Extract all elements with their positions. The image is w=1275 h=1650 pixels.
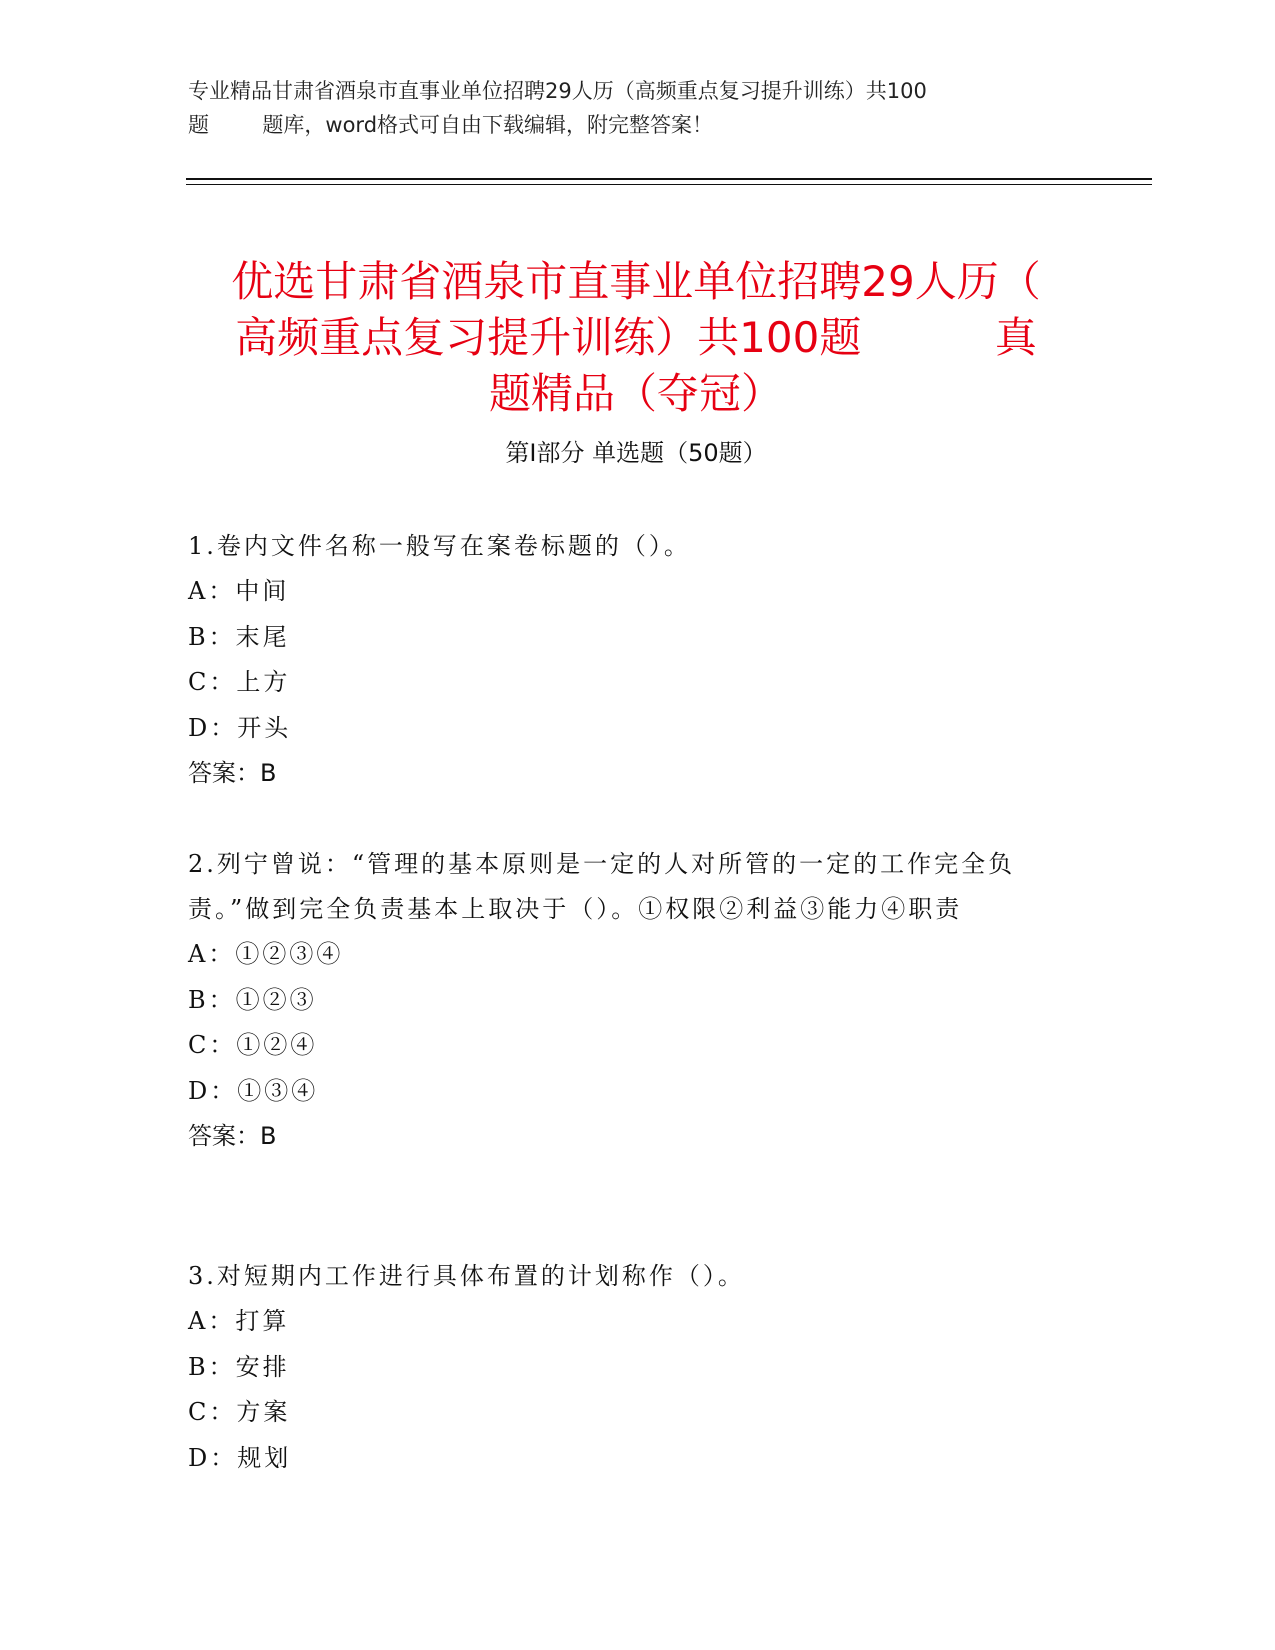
document-title-line-1: 优选甘肃省酒泉市直事业单位招聘29人历（ — [231, 257, 1041, 307]
answer: 答案：B — [188, 1122, 277, 1150]
header-note-line-2: 题 题库，word格式可自由下载编辑，附完整答案！ — [188, 113, 714, 137]
document-title-line-2: 高频重点复习提升训练）共100题 真 — [235, 313, 1037, 363]
header-rule-thin — [186, 184, 1152, 185]
option-d: D：开头 — [188, 713, 292, 742]
option-b: B：安排 — [188, 1352, 290, 1381]
question-stem: 3.对短期内工作进行具体布置的计划称作（）。 — [188, 1262, 745, 1290]
section-title: 第Ⅰ部分 单选题（50题） — [505, 439, 767, 467]
option-a: A：打算 — [188, 1307, 290, 1335]
header-note — [188, 74, 1088, 142]
question-2 — [188, 842, 1088, 1159]
answer: 答案：B — [188, 759, 277, 787]
document-title-line-3: 题精品（夺冠） — [488, 369, 783, 419]
option-c: C：①②④ — [188, 1031, 318, 1059]
question-stem: 1.卷内文件名称一般写在案卷标题的（）。 — [188, 532, 691, 560]
document-title — [186, 254, 1086, 422]
option-c: C：上方 — [188, 668, 291, 696]
option-d: D：规划 — [188, 1443, 292, 1472]
header-rule-thick — [186, 178, 1152, 180]
option-b: B：①②③ — [188, 985, 317, 1014]
question-3 — [188, 1254, 1088, 1481]
option-d: D：①③④ — [188, 1076, 319, 1105]
option-b: B：末尾 — [188, 622, 290, 651]
header-note-line-1: 专业精品甘肃省酒泉市直事业单位招聘29人历（高频重点复习提升训练）共100 — [188, 79, 927, 103]
question-stem: 2.列宁曾说：“管理的基本原则是一定的人对所管的一定的工作完全负责。”做到完全负责基本上取决于（）。①权限②利益③能力④职责 — [188, 850, 1016, 923]
question-1 — [188, 524, 1088, 796]
option-a: A：中间 — [188, 577, 290, 605]
option-a: A：①②③④ — [188, 940, 344, 968]
option-c: C：方案 — [188, 1398, 291, 1426]
